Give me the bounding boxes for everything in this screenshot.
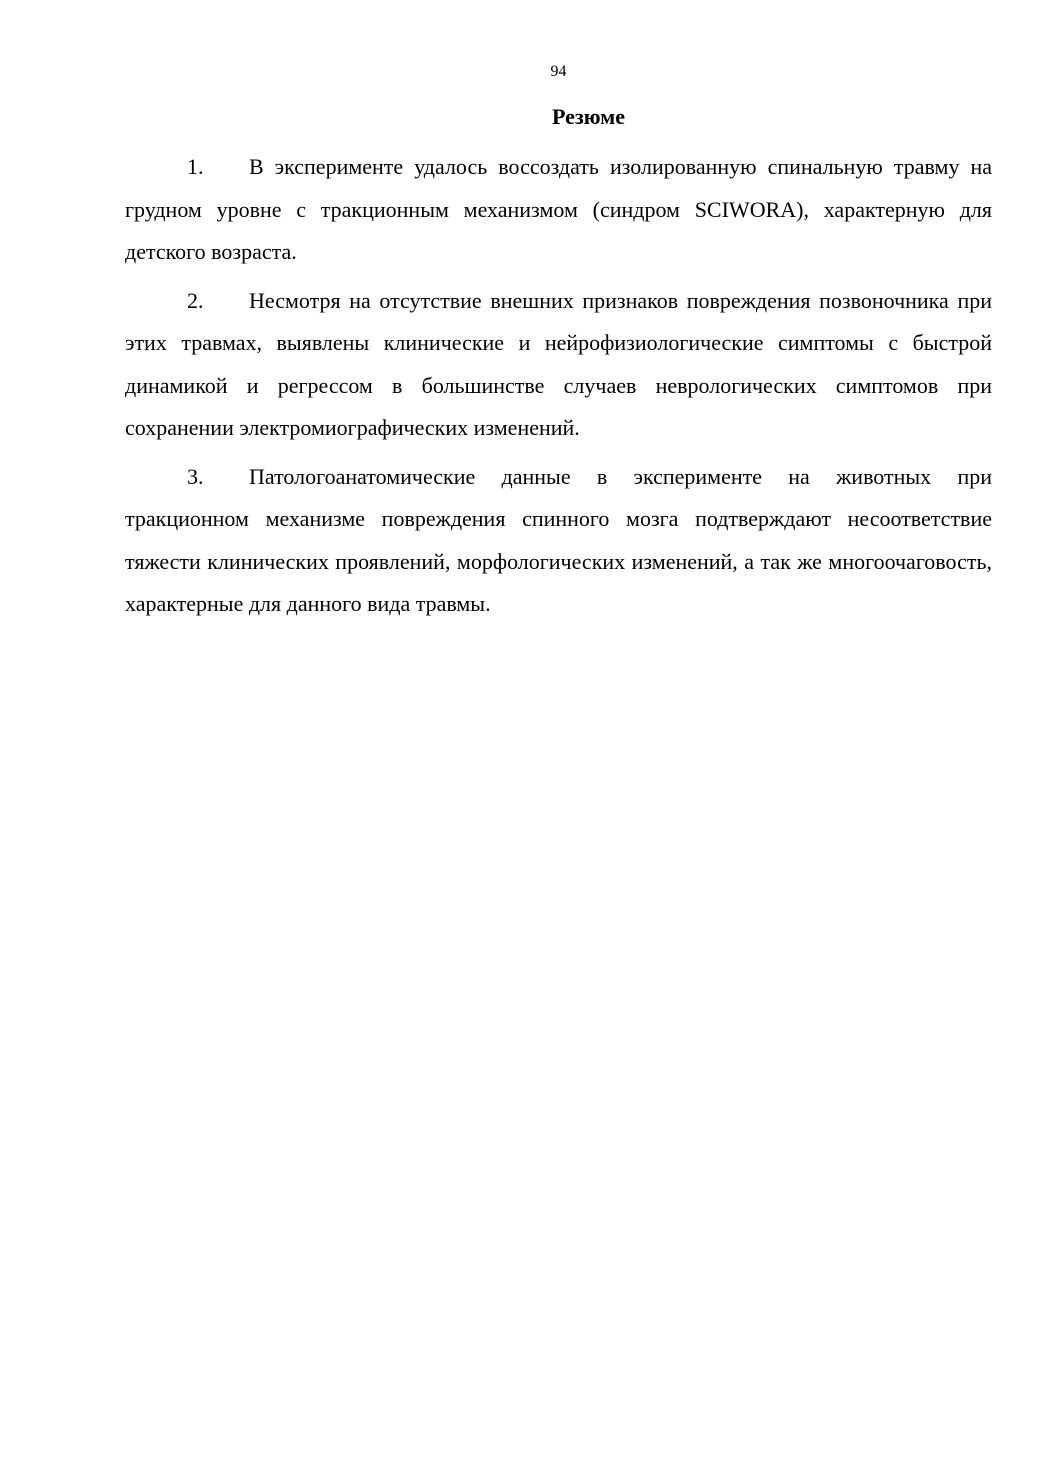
- list-item-text: Патологоанатомические данные в эксперименте на животных при тракционном механизме повреждения спинного мозга подтверждают несоответствие тяжести клинических проявлений, морфологических изменений, а так же многоочаговость, характерные для данного вида травмы.: [125, 463, 992, 616]
- list-item-number: 2.: [187, 287, 204, 313]
- section-title: Резюме: [551, 104, 626, 129]
- list-item-2: [125, 280, 992, 450]
- summary-list: [125, 146, 992, 632]
- list-item-text: Несмотря на отсутствие внешних признаков повреждения позвоночника при этих травмах, выявлены клинические и нейрофизиологические симптомы с быстрой динамикой и регрессом в большинстве случаев неврологических симптомов при сохранении электромиографических изменений.: [125, 287, 992, 440]
- page-number: 94: [550, 63, 567, 80]
- list-item-number: 1.: [187, 154, 204, 179]
- list-item-1: [125, 146, 992, 274]
- list-item-3: [125, 456, 992, 626]
- list-item-number: 3.: [187, 463, 204, 489]
- list-item-text: В эксперименте удалось воссоздать изолированную спинальную травму на грудном уровне с тракционным механизмом (синдром SCIWORA), характерную для детского возраста.: [125, 154, 992, 264]
